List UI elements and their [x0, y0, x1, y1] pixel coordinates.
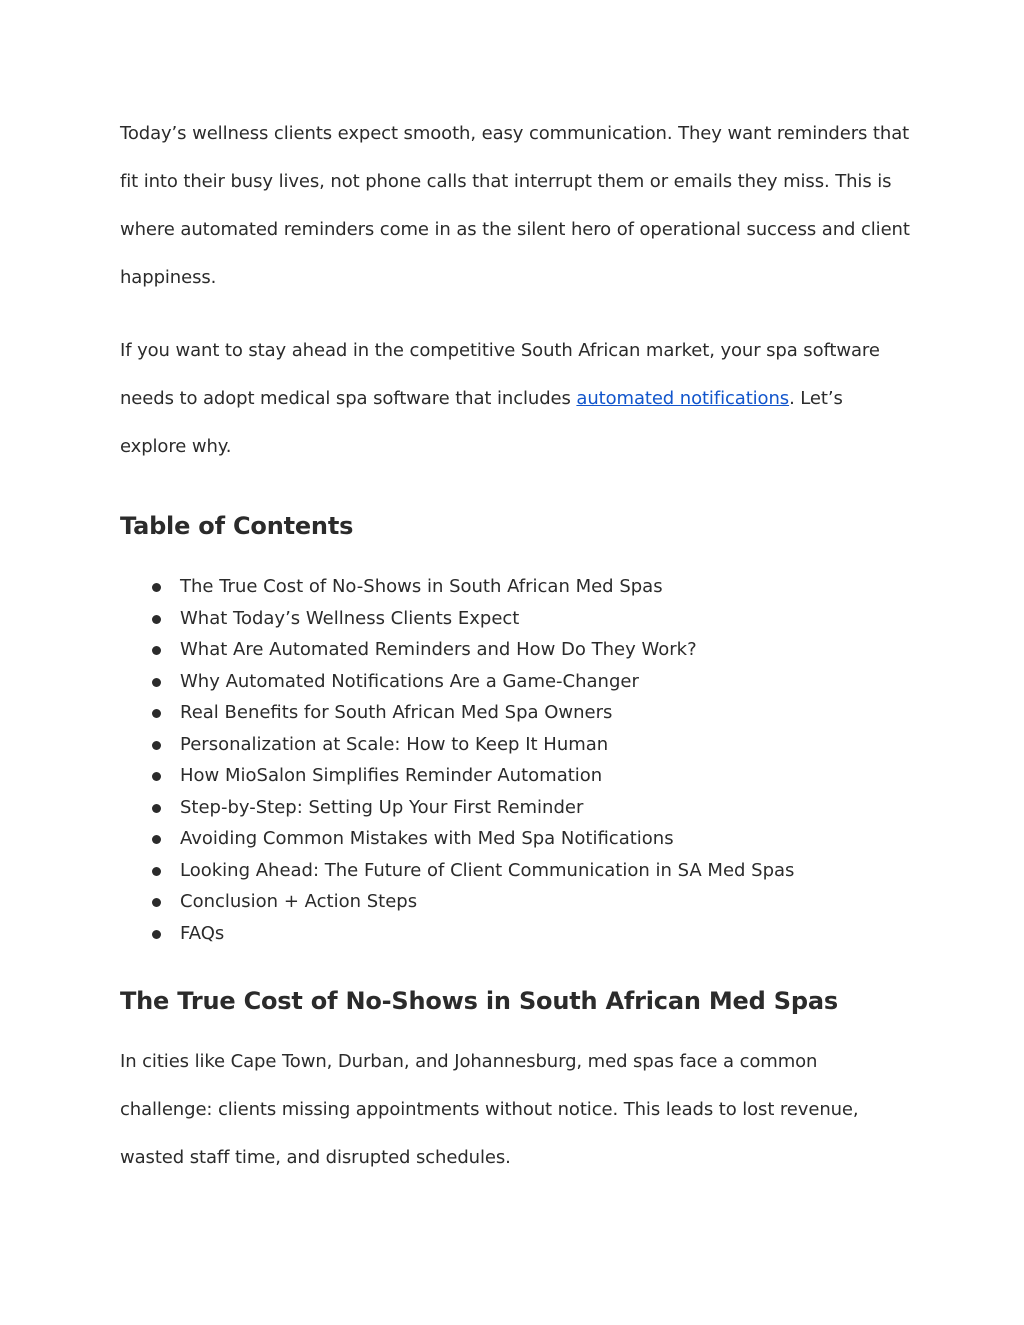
toc-item-label: Real Benefits for South African Med Spa Owners — [180, 702, 613, 723]
intro-paragraph-2 — [120, 327, 910, 471]
toc-list — [120, 571, 794, 949]
bullet-icon — [152, 898, 161, 907]
bullet-icon — [152, 583, 161, 592]
toc-item[interactable] — [120, 855, 794, 887]
bullet-icon — [152, 741, 161, 750]
toc-item[interactable] — [120, 603, 794, 635]
automated-notifications-link[interactable]: automated notifications — [576, 388, 790, 409]
toc-item-label: Personalization at Scale: How to Keep It Human — [180, 733, 609, 755]
toc-item[interactable] — [120, 760, 794, 792]
toc-item[interactable] — [120, 886, 794, 918]
toc-heading: Table of Contents — [120, 512, 354, 540]
bullet-icon — [152, 709, 161, 718]
toc-item[interactable] — [120, 823, 794, 855]
section-paragraph-1: In cities like Cape Town, Durban, and Johannesburg, med spas face a common challenge: clients missing appointments without notice. This leads to lost revenue, wasted staff time, and disrupted schedules. — [120, 1051, 859, 1168]
bullet-icon — [152, 646, 161, 655]
intro-paragraph-1: Today’s wellness clients expect smooth, easy communication. They want reminders that fit into their busy lives, not phone calls that interrupt them or emails they miss. This is where automated reminders come in as the silent hero of operational success and client happiness. — [120, 123, 910, 288]
toc-item-label: FAQs — [180, 922, 225, 944]
toc-item-label: Looking Ahead: The Future of Client Communication in SA Med Spas — [180, 859, 795, 881]
bullet-icon — [152, 867, 161, 876]
toc-item-label: What Are Automated Reminders and How Do They Work? — [180, 639, 697, 660]
toc-item[interactable] — [120, 571, 794, 603]
toc-item[interactable] — [120, 634, 794, 666]
bullet-icon — [152, 930, 161, 939]
toc-item-label: What Today’s Wellness Clients Expect — [180, 607, 520, 629]
intro-paragraph-2-text-before: If you want to stay ahead in the competitive South African market, your spa software needs to adopt medical spa software that includes — [120, 340, 880, 409]
bullet-icon — [152, 835, 161, 844]
section-heading: The True Cost of No-Shows in South African Med Spas — [120, 987, 838, 1015]
toc-item[interactable] — [120, 697, 794, 729]
toc-item[interactable] — [120, 729, 794, 761]
toc-item-label: Step-by-Step: Setting Up Your First Reminder — [180, 796, 584, 818]
bullet-icon — [152, 615, 161, 624]
toc-item[interactable] — [120, 666, 794, 698]
intro-paragraph-2-text-after: . Let’s explore why. — [120, 388, 843, 457]
toc-item-label: The True Cost of No-Shows in South African Med Spas — [180, 576, 663, 597]
bullet-icon — [152, 772, 161, 781]
toc-item-label: Why Automated Notifications Are a Game-Changer — [180, 670, 639, 692]
bullet-icon — [152, 804, 161, 813]
toc-item[interactable] — [120, 792, 794, 824]
toc-item-label: Conclusion + Action Steps — [180, 891, 418, 912]
toc-item-label: Avoiding Common Mistakes with Med Spa Notifications — [180, 828, 674, 849]
bullet-icon — [152, 678, 161, 687]
toc-item[interactable] — [120, 918, 794, 950]
toc-item-label: How MioSalon Simplifies Reminder Automation — [180, 765, 603, 786]
